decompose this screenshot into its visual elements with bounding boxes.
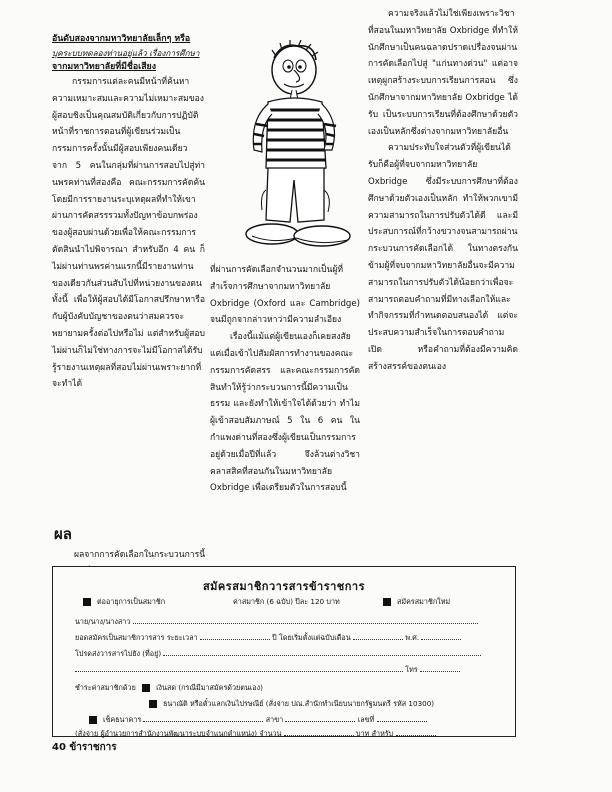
bank-field[interactable] bbox=[143, 715, 263, 722]
for-field[interactable] bbox=[396, 729, 436, 736]
middle-paragraph-1: ที่ผ่านการคัดเลือกจำนวนมากเป็นผู้ที่สำเร็จการศึกษาจากมหาวิทยาลัย Oxbridge (Oxford และ Cambridge) จนมีถูกจากล่าวหาว่ามีความลำเอียง bbox=[210, 265, 360, 326]
checkbox-transfer[interactable] bbox=[149, 700, 157, 708]
middle-paragraph-2: เรื่องนี้แม้แต่ผู้เขียนเองก็เคยสงสัย แต่เมื่อเข้าไปสัมผัสการทำงานของคณะกรรมการคัดสรร และคณะกรรมการคัดสินทำให้รู้ว่ากระบวนการนี้มีความเป็นธรรม และยังทำให้เข้าใจได้ด้วยว่า ทำไมผู้เข้าสอบสัมภาษณ์ 5 ใน 6 คน ในกำแพงด่านที่สองซึ่งผู้เขียนเป็นกรรมการอยู่ด้วยเมื่อปีที่แล้ว จึงล้วนต่างวิชาคลาสสิคที่สอนกันในมหาวิทยาลัย Oxbridge เพื่อเตรียมตัวในการสอบนี้ bbox=[210, 332, 360, 494]
name-label: นาย/นาง/นางสาว bbox=[75, 617, 131, 626]
checkbox-cash[interactable] bbox=[142, 684, 150, 692]
check-label: เช็คธนาคาร bbox=[103, 715, 142, 724]
name-row[interactable] bbox=[75, 617, 478, 628]
cash-label: เงินสด (กรณีมีมาสมัครด้วยตนเอง) bbox=[156, 683, 263, 692]
name-field[interactable] bbox=[133, 617, 478, 624]
amount-field[interactable] bbox=[284, 729, 354, 736]
address-row-2[interactable] bbox=[75, 665, 460, 676]
cash-row[interactable] bbox=[75, 683, 263, 694]
address-row[interactable] bbox=[75, 649, 481, 660]
period-field[interactable] bbox=[200, 633, 270, 640]
period-label: ยอดสมัครเป็นสมาชิกวารสาร ระยะเวลา bbox=[75, 633, 198, 642]
left-subheading: บุคระบบทดลองท่านอยู่แล้ว เรื่องการศึกษา bbox=[52, 48, 200, 58]
phone-field[interactable] bbox=[420, 665, 460, 672]
left-heading: อันดับสองจากมหาวิทยาลัยเล็กๆ หรือ bbox=[52, 34, 191, 44]
form-title: สมัครสมาชิกวารสารข้าราชการ bbox=[202, 580, 366, 593]
middle-column bbox=[210, 262, 360, 497]
address-field[interactable] bbox=[163, 649, 481, 656]
checkbox-renew[interactable] bbox=[83, 598, 91, 606]
transfer-label: ธนาณัติ หรือตั๋วแลกเงินไปรษณีย์ (สั่งจ่าย ปณ.สำนักทำเนียบนายกรัฐมนตรี รหัส 10300) bbox=[163, 699, 435, 708]
checkbox-new[interactable] bbox=[383, 598, 391, 606]
year-label: พ.ศ. bbox=[405, 633, 420, 642]
check-number-label: เลขที่ bbox=[357, 715, 375, 724]
renew-label: ต่ออายุการเป็นสมาชิก bbox=[97, 597, 166, 606]
result-paragraph: ผลจากการคัดเลือกในกระบวนการนี้ bbox=[74, 550, 206, 560]
check-row[interactable] bbox=[89, 715, 427, 726]
phone-label: โทร bbox=[405, 665, 418, 674]
subscription-form bbox=[52, 566, 516, 737]
new-member-option[interactable] bbox=[383, 597, 450, 608]
new-member-label: สมัครสมาชิกใหม่ bbox=[397, 597, 451, 606]
page-number: 40 bbox=[52, 742, 66, 753]
right-paragraph-1: ความจริงแล้วไม่ใช่เพียงเพราะวิชาที่สอนในมหาวิทยาลัย Oxbridge ที่ทำให้นักศึกษาเป็นคนฉลาดปราดเปรื่องจนผ่านการคัดเลือกไปสู่ "แก่นทางด่วน" แต่อาจเหตุผูกสร้างระบบการเรียนการสอน ซึ่งนักศึกษาจากมหาวิทยาลัย Oxbridge ได้รับ เป็นระบบการเรียนที่ต้องศึกษาด้วยตัวเองเป็นหลักซึ่งต่างจากมหาวิทยาลัยอื่น bbox=[368, 9, 518, 137]
baht-label: บาท สำหรับ bbox=[356, 729, 394, 738]
checkbox-check[interactable] bbox=[89, 716, 97, 724]
left-column bbox=[52, 32, 205, 393]
renew-option[interactable] bbox=[83, 597, 165, 608]
result-title: ผล bbox=[54, 525, 72, 543]
period-row[interactable] bbox=[75, 633, 461, 644]
address-field-2[interactable] bbox=[75, 665, 403, 672]
left-heading-tail: จากมหาวิทยาลัยที่มีชื่อเสียง bbox=[52, 62, 157, 72]
page-footer bbox=[52, 740, 117, 755]
payment-label: ชำระค่าสมาชิกด้วย bbox=[75, 683, 136, 692]
branch-field[interactable] bbox=[285, 715, 355, 722]
address-label: โปรดส่งวารสารไปยัง (ที่อยู่) bbox=[75, 649, 162, 658]
start-issue-label: ปี โดยเริ่มตั้งแต่ฉบับเดือน bbox=[272, 633, 351, 642]
start-issue-field[interactable] bbox=[353, 633, 403, 640]
journal-name: ข้าราชการ bbox=[69, 742, 117, 753]
right-column bbox=[368, 6, 518, 376]
fee-text: ค่าสมาชิก (6 ฉบับ) ปีละ 120 บาท bbox=[233, 597, 340, 606]
year-field[interactable] bbox=[421, 633, 461, 640]
cartoon-boy-illustration bbox=[232, 40, 362, 258]
branch-label: สาขา bbox=[265, 715, 284, 724]
right-paragraph-2: ความประทับใจส่วนตัวที่ผู้เขียนได้รับก็คือผู้ที่จบจากมหาวิทยาลัย Oxbridge ซึ่งมีระบบการศึกษาที่ต้องศึกษาด้วยตัวเองเป็นหลัก ทำให้พวกเขามีความสามารถในการปรับตัวได้ดี และมีประสบการณ์ที่กว้างขวางจนสามารถผ่านกระบวนการคัดเลือกได้ ในทางตรงกันข้ามผู้ที่จบจากมหาวิทยาลัยอื่นจะมีความสามารถในการปรับตัวได้น้อยกว่าเพื่อจะสามารถตอบคำถามที่มีทางเลือกให้และทำกิจกรรมที่กำหนดตอบสนองได้ แต่จะประสบความสำเร็จในการตอบคำถามเปิด หรือคำถามที่ต้องมีความคิดสร้างสรรค์ของตนเอง bbox=[368, 143, 518, 372]
transfer-row[interactable] bbox=[149, 699, 434, 710]
payee-row[interactable] bbox=[75, 729, 436, 740]
check-number-field[interactable] bbox=[377, 715, 427, 722]
left-paragraph: กรรมการแต่ละคนมีหน้าที่ค้นหาความเหมาะสมและความไม่เหมาะสมของผู้สอบชิงเป็นคุณสมบัติเกี่ยวกับการปฏิบัติหน้าที่ราชการตอนที่ผู้เขียนร่วมเป็นกรรมการครั้งนั้นมีผู้สอบเพียงคนเดียว จาก 5 คนในกลุ่มที่ผ่านการสอบไปสู่ท่านพรคท่านที่สองคือ คณะกรรมการคัดค้น โดยมีการรายงานระบุเหตุผลที่ทำให้เขาผ่านการคัดสรรรวมทั้งปัญหาข้อบกพร่องของผู้สอบผ่านด้วยเพื่อให้คณะกรรมการตัดสินนำไปพิจารณา สำหรับอีก 4 คน ก็ไม่ผ่านท่านพรค่านแรกนี้มีรายงานท่านของเดียวกันส่วนสับไปที่หน่วยงานของตน ทั้งนี้ เพื่อให้ผู้สอบได้มีโอกาสปรึกษาหารือกับผู้บังคับบัญชาของตนว่าสมควรจะพยายามครั้งต่อไปหรือไม่ แต่สำหรับผู้สอบไม่ผ่านก็ไม่ใช่ทางการจะไม่มีโอกาสได้รับรู้รายงานเหตุผลที่สอบไม่ผ่านเพราะยากที่จะทำได้ bbox=[52, 77, 205, 390]
payee-label: (สั่งจ่าย ผู้อำนวยการสำนักงานพัฒนาระบบจำแนกตำแหน่ง) จำนวน bbox=[75, 729, 282, 738]
